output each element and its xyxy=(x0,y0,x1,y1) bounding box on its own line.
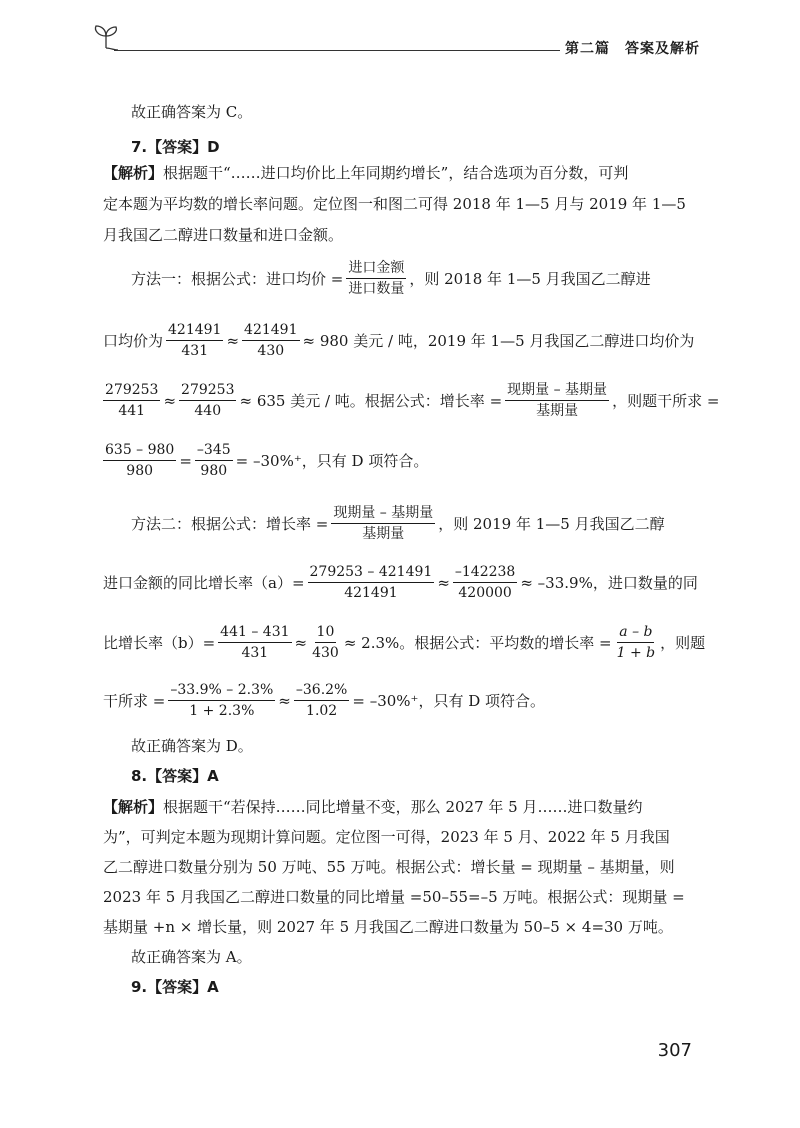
denominator: 430 xyxy=(257,343,285,359)
page-number: 307 xyxy=(657,1040,692,1061)
analysis-tag: 【解析】 xyxy=(103,164,164,182)
denominator: 1.02 xyxy=(306,703,338,719)
text: ≈ 2.3%。根据公式：平均数的增长率 = xyxy=(343,634,612,652)
fraction xyxy=(179,380,236,421)
approx-sign: ≈ xyxy=(226,331,240,350)
numerator: 421491 xyxy=(242,320,299,341)
numerator: –142238 xyxy=(453,562,517,583)
text: 比增长率（b）= xyxy=(103,634,216,652)
analysis-text: 根据题干“若保持……同比增量不变，那么 2027 年 5 月……进口数量约 xyxy=(163,798,643,816)
numerator: 现期量 – 基期量 xyxy=(505,380,609,401)
fraction xyxy=(615,622,658,663)
q7-conclusion: 故正确答案为 D。 xyxy=(131,737,253,755)
text: 方法一：根据公式：进口均价 = xyxy=(131,270,344,288)
analysis-text: 根据题干“……进口均价比上年同期约增长”，结合选项为百分数，可判 xyxy=(163,164,629,182)
approx-sign: ≈ xyxy=(437,573,450,592)
numerator: –33.9% – 2.3% xyxy=(168,680,275,701)
fraction xyxy=(310,622,341,663)
fraction xyxy=(103,440,176,481)
approx-sign: ≈ xyxy=(163,391,177,410)
text: ，则 2018 年 1—5 月我国乙二醇进 xyxy=(409,270,651,288)
denominator: 980 xyxy=(200,463,228,479)
denominator: 430 xyxy=(312,645,339,661)
numerator: –345 xyxy=(195,440,233,461)
text: 进口金额的同比增长率（a）= xyxy=(103,574,305,592)
text: ，则题 xyxy=(660,634,706,652)
text: 口均价为 xyxy=(103,332,164,350)
denominator: 进口数量 xyxy=(348,281,405,297)
q8-conclusion: 故正确答案为 A。 xyxy=(131,948,252,966)
denominator: 431 xyxy=(241,645,269,661)
approx-sign: ≈ xyxy=(278,691,291,710)
fraction xyxy=(166,320,223,361)
fraction xyxy=(168,680,275,721)
method2-line-3 xyxy=(103,622,705,663)
method2-line-2 xyxy=(103,562,698,603)
analysis-tag: 【解析】 xyxy=(103,798,164,816)
numerator: 279253 – 421491 xyxy=(308,562,435,583)
page-header xyxy=(0,0,800,70)
fraction xyxy=(331,503,435,544)
fraction xyxy=(308,562,435,603)
method2-line-4 xyxy=(103,680,545,721)
method1-line-3 xyxy=(103,380,719,421)
method1-line-4 xyxy=(103,440,428,481)
q8-analysis-line-1 xyxy=(103,796,693,817)
fraction xyxy=(505,380,609,421)
denominator: 421491 xyxy=(344,585,398,601)
text: 方法二：根据公式：增长率 = xyxy=(131,515,329,533)
numerator: a – b xyxy=(617,622,654,643)
numerator: 441 – 431 xyxy=(218,622,291,643)
numerator: 635 – 980 xyxy=(103,440,176,461)
q8-analysis-line-5: 基期量 +n × 增长量，则 2027 年 5 月我国乙二醇进口数量为 50–5 × 4=30 万吨。 xyxy=(103,918,673,936)
method2-line-1 xyxy=(131,503,665,544)
equals-sign: = xyxy=(179,451,192,470)
fraction xyxy=(453,562,517,603)
text: = –30%⁺，只有 D 项符合。 xyxy=(352,692,546,710)
numerator: 421491 xyxy=(166,320,223,341)
denominator: 431 xyxy=(181,343,209,359)
text: 干所求 = xyxy=(103,692,166,710)
denominator: 1 + b xyxy=(616,645,656,661)
section-title: 第二篇 答案及解析 xyxy=(565,41,700,57)
numerator: 进口金额 xyxy=(346,258,406,279)
text: = –30%⁺，只有 D 项符合。 xyxy=(235,452,429,470)
q9-answer: 9.【答案】A xyxy=(131,978,219,996)
text: ，则题干所求 = xyxy=(612,392,720,410)
fraction xyxy=(294,680,349,721)
method1-line-2 xyxy=(103,320,694,361)
header-rule xyxy=(114,50,560,51)
q8-analysis-line-4: 2023 年 5 月我国乙二醇进口数量的同比增量 =50–55=–5 万吨。根据公式：现期量 = xyxy=(103,888,685,906)
denominator: 基期量 xyxy=(362,526,405,542)
numerator: –36.2% xyxy=(294,680,349,701)
text: ≈ 635 美元 / 吨。根据公式：增长率 = xyxy=(239,392,503,410)
denominator: 420000 xyxy=(458,585,512,601)
fraction xyxy=(218,622,291,663)
fraction xyxy=(195,440,233,481)
numerator: 279253 xyxy=(103,380,160,401)
numerator: 10 xyxy=(315,622,337,643)
denominator: 440 xyxy=(194,403,222,419)
q8-answer: 8.【答案】A xyxy=(131,767,219,785)
text: ，则 2019 年 1—5 月我国乙二醇 xyxy=(438,515,665,533)
q6-conclusion: 故正确答案为 C。 xyxy=(131,103,253,121)
fraction xyxy=(346,258,406,299)
q8-analysis-line-3: 乙二醇进口数量分别为 50 万吨、55 万吨。根据公式：增长量 = 现期量 – 基期量，则 xyxy=(103,858,675,876)
fraction xyxy=(103,380,160,421)
approx-sign: ≈ xyxy=(294,633,308,652)
q7-answer: 7.【答案】D xyxy=(131,138,220,156)
fraction xyxy=(242,320,299,361)
q7-analysis-line-1 xyxy=(103,162,693,183)
method1-line-1 xyxy=(131,258,651,299)
numerator: 279253 xyxy=(179,380,236,401)
text: ≈ –33.9%，进口数量的同 xyxy=(520,574,698,592)
text: ≈ 980 美元 / 吨，2019 年 1—5 月我国乙二醇进口均价为 xyxy=(302,332,695,350)
denominator: 441 xyxy=(118,403,146,419)
q7-analysis-line-3: 月我国乙二醇进口数量和进口金额。 xyxy=(103,226,344,244)
denominator: 1 + 2.3% xyxy=(189,703,255,719)
denominator: 基期量 xyxy=(536,403,579,419)
numerator: 现期量 – 基期量 xyxy=(331,503,435,524)
denominator: 980 xyxy=(126,463,154,479)
leaf-sprout-icon xyxy=(92,24,122,50)
q8-analysis-line-2: 为”，可判定本题为现期计算问题。定位图一可得，2023 年 5 月、2022 年 5 月我国 xyxy=(103,828,670,846)
q7-analysis-line-2: 定本题为平均数的增长率问题。定位图一和图二可得 2018 年 1—5 月与 2019 年 1—5 xyxy=(103,195,686,213)
